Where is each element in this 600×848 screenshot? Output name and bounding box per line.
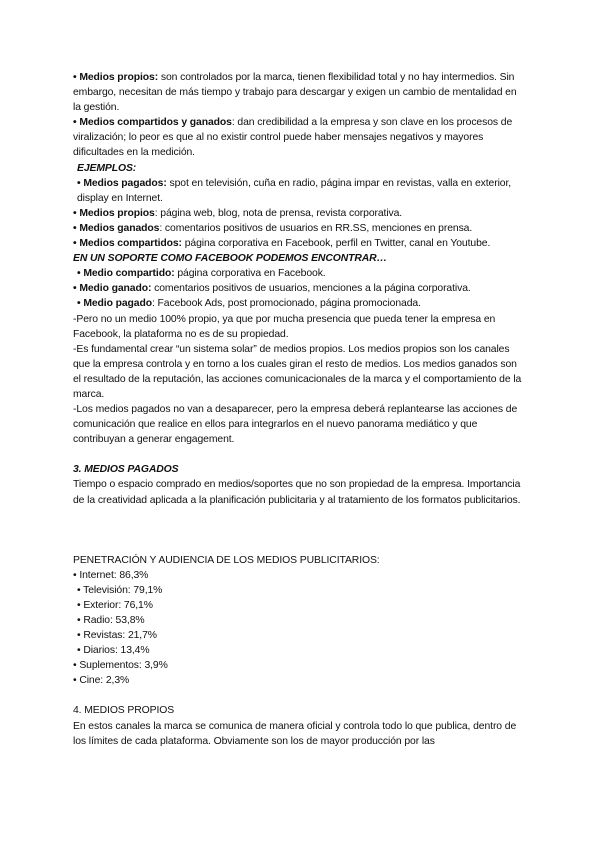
examples-heading: EJEMPLOS: [77, 162, 137, 174]
facebook-text: : Facebook Ads, post promocionado, página promocionada. [151, 298, 421, 310]
intro-item [73, 70, 525, 115]
penetration-item: • Radio: 53,8% [77, 615, 145, 626]
facebook-item [73, 266, 525, 281]
penetration-item: • Internet: 86,3% [73, 569, 149, 581]
penetration-item: • Cine: 2,3% [73, 675, 130, 687]
penetration-item: • Suplementos: 3,9% [73, 660, 168, 672]
example-term: • Medios compartidos: [73, 238, 182, 250]
facebook-text: comentarios positivos de usuarios, menciones a la página corporativa. [151, 283, 471, 295]
example-term: • Medios ganados [73, 222, 160, 234]
penetration-heading: PENETRACIÓN Y AUDIENCIA DE LOS MEDIOS PUBLICITARIOS: [73, 554, 380, 566]
penetration-item: • Exterior: 76,1% [77, 599, 153, 611]
example-item [73, 236, 525, 251]
intro-term: • Medios compartidos y ganados [73, 117, 232, 129]
example-term: • Medios pagados: [77, 177, 167, 189]
page-content [73, 70, 525, 749]
facebook-heading: EN UN SOPORTE COMO FACEBOOK PODEMOS ENCONTRAR… [73, 253, 387, 265]
section3-text: Tiempo o espacio comprado en medios/soportes que no son propiedad de la empresa. Importancia de la creatividad aplicada a la planificación publicitaria y al tratamiento de los formatos publicitarios. [73, 479, 521, 506]
example-term: • Medios propios [73, 207, 155, 219]
penetration-item: • Televisión: 79,1% [77, 584, 163, 596]
intro-text: : dan credibilidad a la empresa y son clave en los procesos de viralización; lo peor es que al no existir control puede haber mensajes negativos y mayores dificultades en la medición. [73, 117, 513, 159]
facebook-term: • Medio pagado [77, 298, 152, 310]
example-text: spot en televisión, cuña en radio, página impar en revistas, valla en exterior, display en Internet. [77, 177, 512, 204]
intro-item [73, 115, 525, 160]
note-paragraph: -Pero no un medio 100% propio, ya que por mucha presencia que pueda tener la empresa en Facebook, la plataforma no es de su propiedad. [73, 313, 496, 340]
facebook-item [73, 281, 525, 296]
intro-term: • Medios propios: [73, 72, 159, 83]
example-text: página corporativa en Facebook, perfil en Twitter, canal en Youtube. [181, 238, 491, 250]
facebook-term: • Medio ganado: [73, 283, 152, 295]
section3-heading: 3. MEDIOS PAGADOS [73, 464, 179, 476]
facebook-text: página corporativa en Facebook. [174, 268, 326, 280]
example-text: : página web, blog, nota de prensa, revista corporativa. [154, 207, 403, 219]
facebook-item [73, 296, 525, 311]
example-item [73, 221, 525, 236]
example-item [73, 206, 525, 221]
section4-heading: 4. MEDIOS PROPIOS [73, 705, 175, 717]
section4-text: En estos canales la marca se comunica de manera oficial y controla todo lo que publica, dentro de los límites de cada plataforma. Obviamente son los de mayor producción por las [73, 720, 517, 747]
penetration-item: • Diarios: 13,4% [77, 645, 150, 657]
penetration-item: • Revistas: 21,7% [77, 630, 157, 642]
note-paragraph: -Los medios pagados no van a desaparecer, pero la empresa deberá replantearse las acciones de comunicación que realice en ellos para integrarlos en el nuevo panorama mediático y que contribuyan a generar engagement. [73, 404, 518, 446]
example-text: : comentarios positivos de usuarios en RR.SS, menciones en prensa. [159, 222, 473, 234]
example-item [73, 176, 525, 206]
note-paragraph: -Es fundamental crear “un sistema solar” de medios propios. Los medios propios son los canales que la empresa controla y en torno a los cuales giran el resto de medios. Los medios ganados son el resultado de la reputación, las acciones comunicacionales de la marca y el comportamiento de la marca. [73, 343, 522, 400]
intro-text: son controlados por la marca, tienen flexibilidad total y no hay intermedios. Sin embargo, necesitan de más tiempo y trabajo para descargar y exigen un cambio de mentalidad en la gestión. [73, 72, 517, 114]
facebook-term: • Medio compartido: [77, 268, 175, 280]
